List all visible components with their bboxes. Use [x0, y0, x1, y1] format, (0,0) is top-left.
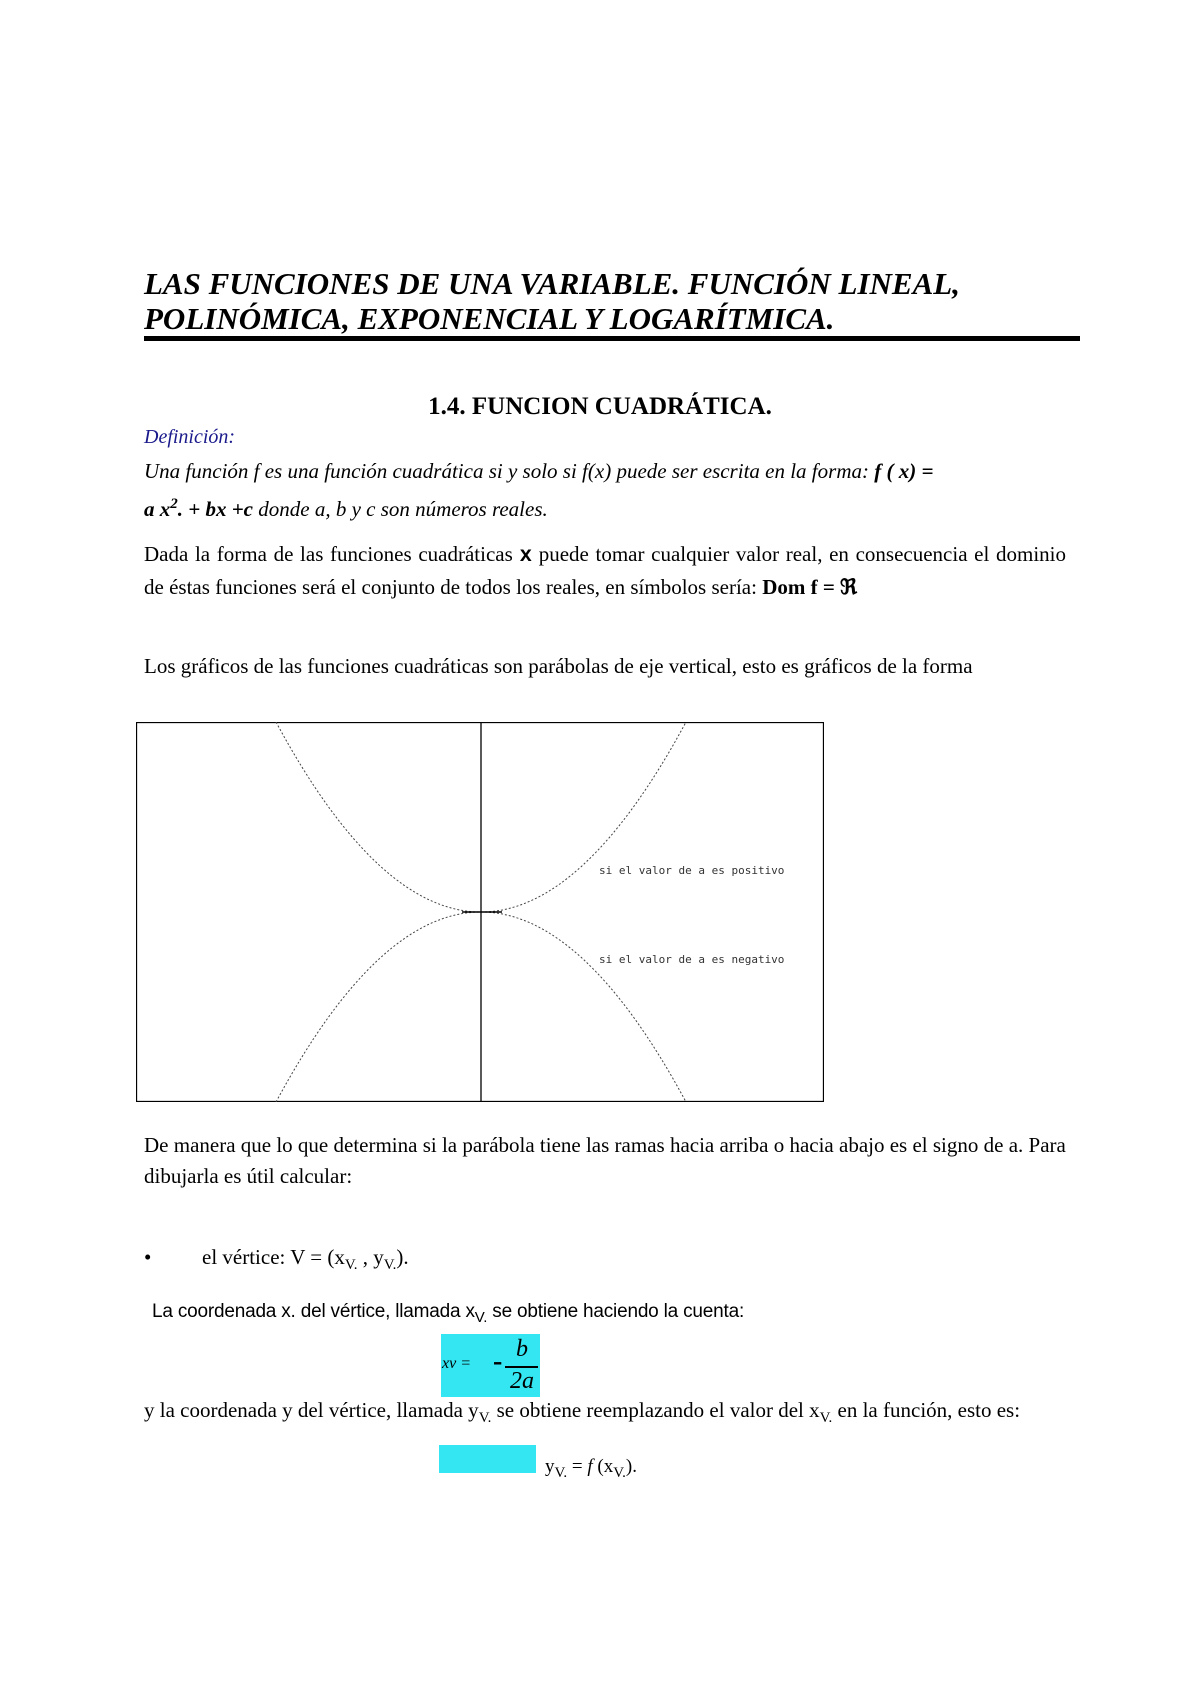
- definition-text-a: Una función f es una función cuadrática si y solo si f(x) puede ser escrita en la forma:: [144, 459, 875, 483]
- bullet-sub-a: V.: [344, 1257, 358, 1274]
- chapter-title-line-1: LAS FUNCIONES DE UNA VARIABLE. FUNCIÓN LINEAL,: [144, 266, 960, 301]
- y-text-a: y la coordenada y del vértice, llamada y: [144, 1398, 479, 1422]
- xv-formula-lhs: xv =: [442, 1355, 471, 1372]
- yv-sub-a: V.: [554, 1464, 568, 1481]
- label-negative: si el valor de a es negativo: [599, 953, 785, 966]
- vertex-x-note: [152, 1301, 744, 1326]
- vertex-note-sub: V.: [474, 1308, 488, 1326]
- definition-formula-b: a x: [144, 497, 171, 521]
- bullet-dot: •: [144, 1245, 152, 1269]
- y-text-c: en la función, esto es:: [832, 1398, 1021, 1422]
- vertex-note-text-b: se obtiene haciendo la cuenta:: [487, 1301, 745, 1322]
- y-text-b: se obtiene reemplazando el valor del x: [491, 1398, 820, 1422]
- definition-text-b: donde a, b y c son números reales.: [253, 497, 548, 521]
- label-positive: si el valor de a es positivo: [599, 864, 785, 877]
- domain-paragraph: [144, 539, 1066, 603]
- xv-formula-denominator: 2a: [510, 1368, 534, 1394]
- xv-formula-minus: -: [493, 1346, 503, 1377]
- bullet-text-c: ).: [396, 1245, 409, 1269]
- parabola-plot: [136, 722, 824, 1102]
- yv-text-c: (x: [592, 1456, 614, 1477]
- vertex-note-text-a: La coordenada x. del vértice, llamada x: [152, 1301, 475, 1322]
- yv-text-d: ).: [625, 1456, 637, 1477]
- chapter-title: [144, 266, 1084, 336]
- chapter-title-line-2: POLINÓMICA, EXPONENCIAL Y LOGARÍTMICA.: [144, 301, 835, 336]
- title-underline: [144, 336, 1080, 341]
- domain-text-a: Dada la forma de las funciones cuadráticas: [144, 542, 520, 566]
- y-sub-a: V.: [478, 1410, 492, 1427]
- domain-text-b: puede tomar cualquier valor real, en consecuencia el dominio de éstas funciones será el conjunto de todos los reales, en símbolos sería:: [144, 542, 1066, 599]
- domain-symbol: Dom f = ℜ: [762, 575, 858, 599]
- yv-text-b: =: [567, 1456, 588, 1477]
- bullet-text: [202, 1245, 409, 1274]
- bullet-text-b: , y: [357, 1245, 384, 1269]
- sign-paragraph: De manera que lo que determina si la parábola tiene las ramas hacia arriba o hacia abajo es el signo de a. Para dibujarla es útil calcular:: [144, 1133, 1066, 1188]
- yv-sub-b: V.: [613, 1464, 626, 1481]
- y-sub-b: V.: [819, 1410, 833, 1427]
- definition-exponent: 2: [170, 496, 178, 512]
- yv-text-a: y: [545, 1456, 555, 1477]
- domain-variable: x: [519, 545, 533, 568]
- bullet-text-a: el vértice: V = (x: [202, 1245, 345, 1269]
- definition-formula-a: f ( x) =: [874, 459, 934, 483]
- graphs-paragraph: Los gráficos de las funciones cuadráticas son parábolas de eje vertical, esto es gráficos de la forma: [144, 654, 973, 678]
- definition-label: Definición:: [144, 426, 236, 448]
- yv-formula: [545, 1456, 637, 1482]
- xv-formula-numerator: b: [516, 1336, 528, 1362]
- bullet-sub-b: V.: [383, 1257, 397, 1274]
- yv-formula-highlight: [439, 1445, 536, 1473]
- y-coordinate-paragraph: [144, 1398, 1084, 1430]
- yv-f: f: [587, 1456, 593, 1477]
- definition-text: [144, 455, 1084, 526]
- section-title: 1.4. FUNCION CUADRÁTICA.: [428, 393, 772, 420]
- definition-formula-c: . + bx +c: [177, 497, 254, 521]
